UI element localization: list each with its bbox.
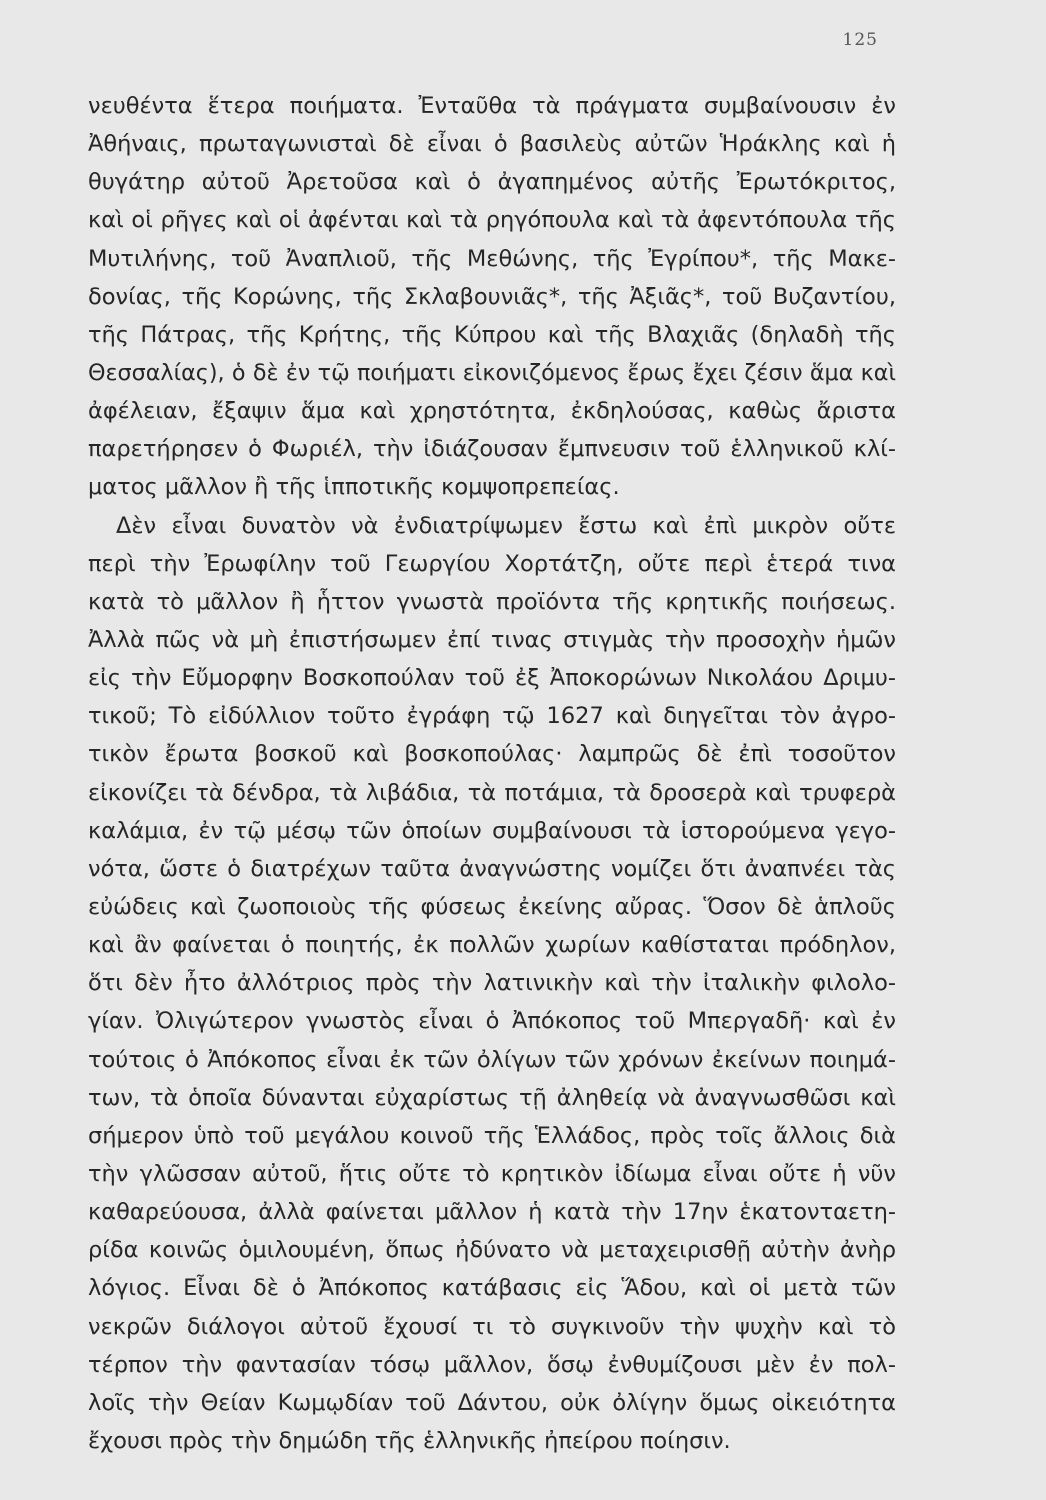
text-line: νευθέντα ἕτερα ποιήματα. Ἐνταῦθα τὰ πράγματα συμβαίνουσιν ἐν xyxy=(88,93,896,119)
text-line: τούτοις ὁ Ἀπόκοπος εἶναι ἐκ τῶν ὀλίγων τῶν χρόνων ἐκείνων ποιημά- xyxy=(88,1046,896,1073)
text-line: δονίας, τῆς Κορώνης, τῆς Σκλαβουνιᾶς*, τῆς Ἀξιᾶς*, τοῦ Βυζαντίου, xyxy=(88,283,896,310)
text-line: τὴν γλῶσσαν αὐτοῦ, ἥτις οὔτε τὸ κρητικὸν ἰδίωμα εἶναι οὔτε ἡ νῦν xyxy=(88,1160,896,1187)
text-line: Ἀθήναις, πρωταγωνισταὶ δὲ εἶναι ὁ βασιλεὺς αὐτῶν Ἡράκλης καὶ ἡ xyxy=(88,131,896,158)
text-line: ὅτι δὲν ἦτο ἀλλότριος πρὸς τὴν λατινικὴν καὶ τὴν ἰταλικὴν φιλολο- xyxy=(88,970,896,997)
text-line: τέρπον τὴν φαντασίαν τόσῳ μᾶλλον, ὅσῳ ἐνθυμίζουσι μὲν ἐν πολ- xyxy=(88,1351,896,1378)
text-line: τικὸν ἔρωτα βοσκοῦ καὶ βοσκοπούλας· λαμπρῶς δὲ ἐπὶ τοσοῦτον xyxy=(88,741,896,768)
text-line: τῆς Πάτρας, τῆς Κρήτης, τῆς Κύπρου καὶ τῆς Βλαχιᾶς (δηλαδὴ τῆς xyxy=(88,321,896,348)
text-line: ρίδα κοινῶς ὁμιλουμένη, ὅπως ἠδύνατο νὰ μεταχειρισθῇ αὐτὴν ἀνὴρ xyxy=(88,1237,896,1264)
text-line: εἰς τὴν Εὔμορφην Βοσκοπούλαν τοῦ ἐξ Ἀποκορώνων Νικολάου Δριμυ- xyxy=(88,665,896,692)
text-line: ἀφέλειαν, ἔξαψιν ἅμα καὶ χρηστότητα, ἐκδηλούσας, καθὼς ἄριστα xyxy=(88,398,896,425)
text-line: νότα, ὥστε ὁ διατρέχων ταῦτα ἀναγνώστης νομίζει ὅτι ἀναπνέει τὰς xyxy=(88,855,896,882)
text-line: ματος μᾶλλον ἢ τῆς ἱπποτικῆς κομψοπρεπείας. xyxy=(88,474,620,501)
text-line: λοῖς τὴν Θείαν Κωμῳδίαν τοῦ Δάντου, οὐκ ὀλίγην ὅμως οἰκειότητα xyxy=(88,1389,896,1416)
text-line: θυγάτηρ αὐτοῦ Ἀρετοῦσα καὶ ὁ ἀγαπημένος αὐτῆς Ἐρωτόκριτος, xyxy=(88,169,896,196)
text-line: εἰκονίζει τὰ δένδρα, τὰ λιβάδια, τὰ ποτάμια, τὰ δροσερὰ καὶ τρυφερὰ xyxy=(88,779,896,806)
text-line: γίαν. Ὀλιγώτερον γνωστὸς εἶναι ὁ Ἀπόκοπος τοῦ Μπεργαδῆ· καὶ ἐν xyxy=(88,1008,896,1035)
text-line: νεκρῶν διάλογοι αὐτοῦ ἔχουσί τι τὸ συγκινοῦν τὴν ψυχὴν καὶ τὸ xyxy=(88,1313,896,1340)
text-line: κατὰ τὸ μᾶλλον ἢ ἧττον γνωστὰ προϊόντα τῆς κρητικῆς ποιήσεως. xyxy=(88,588,896,615)
text-line: ἔχουσι πρὸς τὴν δημώδη τῆς ἑλληνικῆς ἠπείρου ποίησιν. xyxy=(88,1427,731,1454)
text-line: λόγιος. Εἶναι δὲ ὁ Ἀπόκοπος κατάβασις εἰς Ἅδου, καὶ οἱ μετὰ τῶν xyxy=(88,1275,896,1302)
text-line: παρετήρησεν ὁ Φωριέλ, τὴν ἰδιάζουσαν ἔμπνευσιν τοῦ ἑλληνικοῦ κλί- xyxy=(88,436,896,463)
text-line: καλάμια, ἐν τῷ μέσῳ τῶν ὁποίων συμβαίνουσι τὰ ἱστορούμενα γεγο- xyxy=(88,817,896,844)
text-line: εὐώδεις καὶ ζωοποιοὺς τῆς φύσεως ἐκείνης αὔρας. Ὅσον δὲ ἁπλοῦς xyxy=(88,893,896,920)
text-line: καθαρεύουσα, ἀλλὰ φαίνεται μᾶλλον ἡ κατὰ τὴν 17ην ἑκατονταετη- xyxy=(88,1199,896,1226)
text-line: τικοῦ; Τὸ εἰδύλλιον τοῦτο ἐγράφη τῷ 1627 καὶ διηγεῖται τὸν ἀγρο- xyxy=(88,703,896,730)
text-line: Ἀλλὰ πῶς νὰ μὴ ἐπιστήσωμεν ἐπί τινας στιγμὰς τὴν προσοχὴν ἡμῶν xyxy=(88,626,896,653)
page-number: 125 xyxy=(842,30,878,50)
text-line: καὶ οἱ ρῆγες καὶ οἱ ἀφένται καὶ τὰ ρηγόπουλα καὶ τὰ ἀφεντόπουλα τῆς xyxy=(88,207,896,234)
text-line: των, τὰ ὁποῖα δύνανται εὐχαρίστως τῇ ἀληθείᾳ νὰ ἀναγνωσθῶσι καὶ xyxy=(88,1084,896,1111)
text-line: Θεσσαλίας), ὁ δὲ ἐν τῷ ποιήματι εἰκονιζόμενος ἔρως ἔχει ζέσιν ἅμα καὶ xyxy=(88,359,896,386)
text-line: καὶ ἂν φαίνεται ὁ ποιητής, ἐκ πολλῶν χωρίων καθίσταται πρόδηλον, xyxy=(88,932,896,959)
text-line: περὶ τὴν Ἐρωφίλην τοῦ Γεωργίου Χορτάτζη, οὔτε περὶ ἑτερά τινα xyxy=(88,550,896,577)
text-line: Δὲν εἶναι δυνατὸν νὰ ἐνδιατρίψωμεν ἔστω καὶ ἐπὶ μικρὸν οὔτε xyxy=(116,512,896,539)
text-line: σήμερον ὑπὸ τοῦ μεγάλου κοινοῦ τῆς Ἑλλάδος, πρὸς τοῖς ἄλλοις διὰ xyxy=(88,1122,896,1149)
body-text xyxy=(88,87,896,1460)
text-line: Μυτιλήνης, τοῦ Ἀναπλιοῦ, τῆς Μεθώνης, τῆς Ἐγρίπου*, τῆς Μακε- xyxy=(88,245,896,272)
